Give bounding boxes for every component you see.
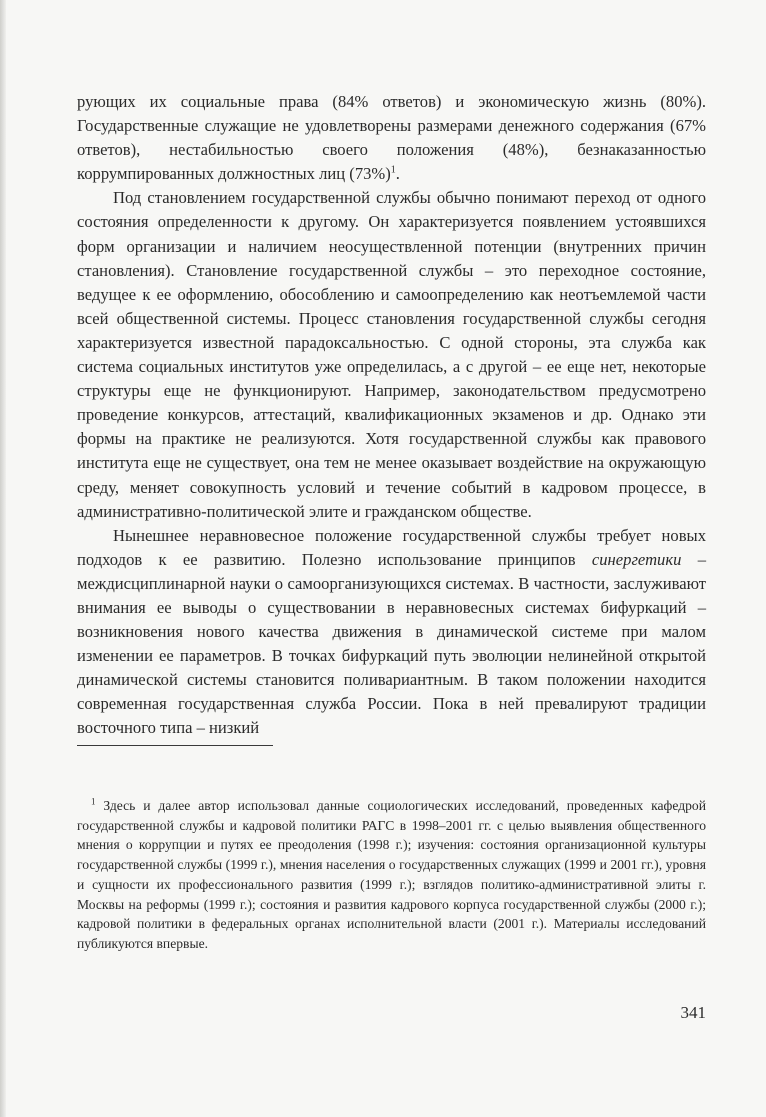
footnote-reference: 1 — [390, 164, 396, 176]
footnote-text: Здесь и далее автор использовал данные социологических исследований, проведенных кафедрой государственной службы и кадровой политики РАГС в 1998–2001 гг. с целью выявления общественного мнения о коррупции и путях ее преодоления (1998 г.); изучения: состояния организационной культуры государственной службы (1999 г.), мнения населения о государственных служащих (1999 и 2001 гг.), уровня и сущности их профессионального развития (1999 г.); взглядов политико-административной элиты г. Москвы на реформы (1999 г.); состояния и развития кадрового корпуса государственной службы (2000 г.); кадровой политики в федеральных органах исполнительной власти (2001 г.). Материалы исследований публикуются впервые. — [77, 798, 706, 951]
footnote-separator — [77, 745, 273, 746]
paragraph-3-rest: – междисциплинарной науки о самоорганизующихся системах. В частности, заслуживают внимания ее выводы о существовании в неравновесных системах бифуркаций – возникновения нового качества движения в динамической системе при малом изменении ее параметров. В точках бифуркаций путь эволюции нелинейной открытой динамической системы становится поливариантным. В таком положении находится современная государственная служба России. Пока в ней превалируют традиции восточного типа – низкий — [77, 549, 706, 738]
paragraph-3 — [77, 524, 706, 741]
page-binding-edge — [0, 0, 6, 1117]
footnote — [77, 796, 706, 954]
synergetics-term: синергетики — [591, 549, 682, 569]
paragraph-1-text: рующих их социальные права (84% ответов) и экономическую жизнь (80%). Государственные служащие не удовлетворены размерами денежного содержания (67% ответов), нестабильностью своего положения (48%), безнаказанностью коррумпированных должностных лиц (73%) — [77, 92, 706, 184]
paragraph-3-start: Нынешнее неравновесное положение государственной службы требует новых подходов к ее развитию. Полезно использование принципов — [77, 525, 706, 569]
paragraph-1 — [77, 90, 706, 186]
footnote-marker: 1 — [91, 796, 96, 807]
page-number: 341 — [680, 1003, 706, 1022]
paragraph-2: Под становлением государственной службы обычно понимают переход от одного состояния определенности к другому. Он характеризуется появлением устоявшихся форм организации и наличием неосуществленной потенции (внутренних причин становления). Становление государственной службы – это переходное состояние, ведущее к ее оформлению, обособлению и самоопределению как неотъемлемой части всей общественной системы. Процесс становления государственной службы сегодня характеризуется известной парадоксальностью. С одной стороны, эта служба как система социальных институтов уже определилась, а с другой – ее еще нет, некоторые структуры еще не функционируют. Например, законодательством предусмотрено проведение конкурсов, аттестаций, квалификационных экзаменов и др. Однако эти формы на практике не реализуются. Хотя государственной службы как правового института еще не существует, она тем не менее оказывает воздействие на окружающую среду, меняет совокупность условий и течение событий в кадровом процессе, в административно-политической элите и гражданском обществе. — [77, 188, 706, 521]
main-text — [77, 90, 706, 741]
paragraph-1-end: . — [395, 164, 400, 184]
